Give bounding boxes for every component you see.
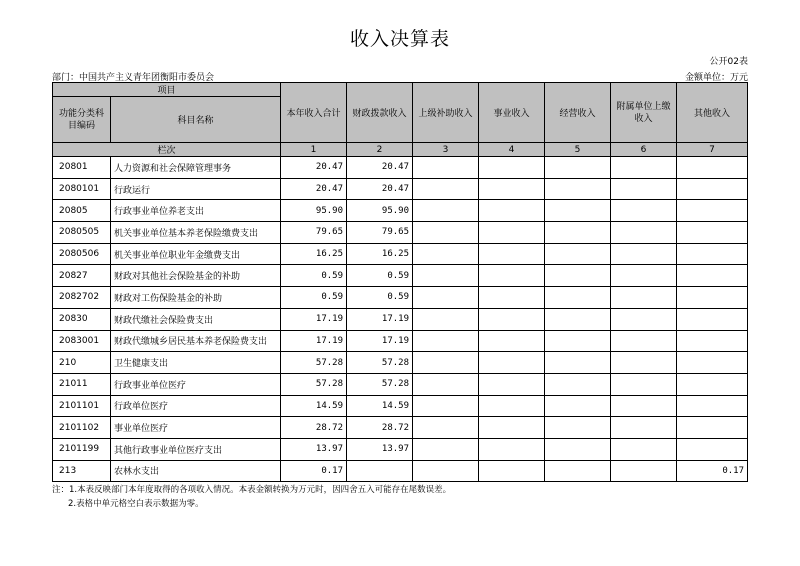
code-header: 功能分类科目编码 — [53, 97, 111, 143]
subject-code: 20805 — [53, 200, 111, 222]
table-row — [53, 157, 748, 179]
amount-cell — [545, 287, 611, 309]
amount-cell — [611, 460, 677, 482]
amount-cell — [479, 373, 545, 395]
amount-cell — [413, 265, 479, 287]
amount-cell — [479, 330, 545, 352]
amount-cell — [677, 222, 748, 244]
amount-cell — [413, 352, 479, 374]
amount-cell — [413, 222, 479, 244]
amount-cell: 16.25 — [281, 243, 347, 265]
subject-code: 20830 — [53, 308, 111, 330]
table-row — [53, 178, 748, 200]
amount-cell: 20.47 — [281, 157, 347, 179]
amount-cell — [611, 417, 677, 439]
amount-cell — [611, 200, 677, 222]
subject-code: 20827 — [53, 265, 111, 287]
table-row — [53, 287, 748, 309]
amount-cell — [611, 287, 677, 309]
amount-cell: 17.19 — [281, 330, 347, 352]
amount-cell — [611, 308, 677, 330]
subject-name: 行政事业单位医疗 — [111, 373, 281, 395]
amount-cell: 79.65 — [347, 222, 413, 244]
subject-code: 210 — [53, 352, 111, 374]
subject-name: 事业单位医疗 — [111, 417, 281, 439]
amount-cell — [677, 308, 748, 330]
amount-cell: 20.47 — [347, 178, 413, 200]
col-header-7: 其他收入 — [677, 83, 748, 143]
amount-cell: 16.25 — [347, 243, 413, 265]
amount-cell — [611, 373, 677, 395]
amount-cell: 13.97 — [347, 438, 413, 460]
amount-cell — [413, 157, 479, 179]
amount-cell — [611, 243, 677, 265]
table-row — [53, 460, 748, 482]
amount-cell — [611, 178, 677, 200]
amount-cell: 95.90 — [281, 200, 347, 222]
amount-cell: 20.47 — [281, 178, 347, 200]
amount-cell — [611, 438, 677, 460]
subject-code: 2080505 — [53, 222, 111, 244]
column-number: 7 — [677, 143, 748, 157]
amount-cell: 57.28 — [347, 373, 413, 395]
amount-cell — [677, 265, 748, 287]
amount-cell — [413, 178, 479, 200]
amount-cell — [611, 330, 677, 352]
amount-cell — [545, 352, 611, 374]
subject-name: 财政代缴社会保险费支出 — [111, 308, 281, 330]
amount-cell — [545, 373, 611, 395]
amount-cell: 79.65 — [281, 222, 347, 244]
table-row — [53, 265, 748, 287]
subject-name: 人力资源和社会保障管理事务 — [111, 157, 281, 179]
table-row — [53, 438, 748, 460]
amount-cell: 0.17 — [281, 460, 347, 482]
department-label: 部门：中国共产主义青年团衡阳市委员会 — [52, 73, 215, 83]
amount-cell — [479, 417, 545, 439]
amount-cell — [677, 395, 748, 417]
amount-cell — [479, 460, 545, 482]
amount-cell — [611, 265, 677, 287]
amount-cell: 0.59 — [347, 265, 413, 287]
subject-code: 21011 — [53, 373, 111, 395]
col-header-1: 本年收入合计 — [281, 83, 347, 143]
col-header-3: 上级补助收入 — [413, 83, 479, 143]
col-header-6: 附属单位上缴收入 — [611, 83, 677, 143]
amount-cell — [545, 438, 611, 460]
amount-cell — [545, 330, 611, 352]
amount-cell: 57.28 — [281, 373, 347, 395]
amount-cell — [611, 395, 677, 417]
column-row-label: 栏次 — [53, 143, 281, 157]
amount-cell — [545, 200, 611, 222]
amount-cell: 17.19 — [347, 330, 413, 352]
name-header: 科目名称 — [111, 97, 281, 143]
amount-cell — [677, 243, 748, 265]
amount-cell: 17.19 — [347, 308, 413, 330]
subject-code: 213 — [53, 460, 111, 482]
amount-cell: 57.28 — [281, 352, 347, 374]
table-row — [53, 417, 748, 439]
amount-cell — [677, 200, 748, 222]
col-header-5: 经营收入 — [545, 83, 611, 143]
amount-cell — [479, 178, 545, 200]
table-row — [53, 395, 748, 417]
subject-code: 2101101 — [53, 395, 111, 417]
amount-cell — [677, 178, 748, 200]
column-number: 6 — [611, 143, 677, 157]
amount-cell: 0.59 — [281, 265, 347, 287]
column-number: 2 — [347, 143, 413, 157]
amount-cell: 20.47 — [347, 157, 413, 179]
amount-cell — [479, 157, 545, 179]
subject-name: 财政对其他社会保险基金的补助 — [111, 265, 281, 287]
subject-code: 2080101 — [53, 178, 111, 200]
amount-cell: 57.28 — [347, 352, 413, 374]
amount-cell — [611, 157, 677, 179]
amount-cell — [545, 222, 611, 244]
amount-cell — [545, 157, 611, 179]
amount-cell — [545, 243, 611, 265]
amount-cell — [347, 460, 413, 482]
subject-name: 行政运行 — [111, 178, 281, 200]
subject-code: 2082702 — [53, 287, 111, 309]
col-header-4: 事业收入 — [479, 83, 545, 143]
amount-cell: 0.59 — [347, 287, 413, 309]
amount-cell — [413, 395, 479, 417]
column-number: 3 — [413, 143, 479, 157]
amount-cell — [677, 352, 748, 374]
subject-name: 行政单位医疗 — [111, 395, 281, 417]
column-number: 5 — [545, 143, 611, 157]
subject-name: 其他行政事业单位医疗支出 — [111, 438, 281, 460]
amount-cell — [413, 460, 479, 482]
col-header-2: 财政拨款收入 — [347, 83, 413, 143]
amount-cell — [545, 460, 611, 482]
amount-cell — [677, 417, 748, 439]
note-1: 注：1.本表反映部门本年度取得的各项收入情况。本表金额转换为万元时，因四舍五入可能存在尾数误差。 — [52, 485, 452, 495]
amount-cell — [413, 308, 479, 330]
amount-cell: 0.17 — [677, 460, 748, 482]
form-number: 公开02表 — [709, 57, 748, 67]
amount-cell — [545, 308, 611, 330]
subject-name: 机关事业单位基本养老保险缴费支出 — [111, 222, 281, 244]
amount-cell — [545, 265, 611, 287]
amount-cell — [413, 287, 479, 309]
amount-cell: 14.59 — [347, 395, 413, 417]
amount-cell: 95.90 — [347, 200, 413, 222]
amount-cell — [677, 373, 748, 395]
amount-cell — [479, 352, 545, 374]
amount-cell — [545, 417, 611, 439]
amount-cell: 13.97 — [281, 438, 347, 460]
project-header: 项目 — [53, 83, 281, 97]
amount-cell — [611, 222, 677, 244]
amount-cell — [545, 395, 611, 417]
table-row — [53, 352, 748, 374]
subject-name: 财政对工伤保险基金的补助 — [111, 287, 281, 309]
table-row — [53, 243, 748, 265]
subject-code: 2101199 — [53, 438, 111, 460]
table-body — [53, 157, 748, 482]
amount-cell — [545, 178, 611, 200]
amount-cell — [611, 352, 677, 374]
amount-cell — [413, 330, 479, 352]
amount-cell — [479, 243, 545, 265]
income-table — [52, 82, 748, 482]
amount-cell — [677, 438, 748, 460]
subject-name: 财政代缴城乡居民基本养老保险费支出 — [111, 330, 281, 352]
amount-cell: 28.72 — [281, 417, 347, 439]
amount-cell — [413, 373, 479, 395]
amount-cell: 28.72 — [347, 417, 413, 439]
amount-cell — [479, 222, 545, 244]
amount-cell — [479, 265, 545, 287]
amount-unit-label: 金额单位：万元 — [684, 73, 748, 83]
amount-cell: 17.19 — [281, 308, 347, 330]
amount-cell — [479, 308, 545, 330]
amount-cell — [413, 438, 479, 460]
table-row — [53, 222, 748, 244]
amount-cell — [677, 330, 748, 352]
amount-cell — [479, 200, 545, 222]
note-2: 2.表格中单元格空白表示数据为零。 — [68, 499, 204, 509]
amount-cell: 0.59 — [281, 287, 347, 309]
subject-code: 20801 — [53, 157, 111, 179]
amount-cell — [413, 200, 479, 222]
subject-name: 卫生健康支出 — [111, 352, 281, 374]
subject-name: 农林水支出 — [111, 460, 281, 482]
amount-cell — [413, 417, 479, 439]
table-row — [53, 308, 748, 330]
subject-name: 行政事业单位养老支出 — [111, 200, 281, 222]
amount-cell — [479, 287, 545, 309]
amount-cell — [677, 157, 748, 179]
subject-code: 2101102 — [53, 417, 111, 439]
amount-cell: 14.59 — [281, 395, 347, 417]
amount-cell — [413, 243, 479, 265]
amount-cell — [479, 438, 545, 460]
page-title: 收入决算表 — [349, 28, 450, 50]
table-row — [53, 330, 748, 352]
amount-cell — [677, 287, 748, 309]
table-row — [53, 200, 748, 222]
amount-cell — [479, 395, 545, 417]
column-number: 4 — [479, 143, 545, 157]
column-number: 1 — [281, 143, 347, 157]
subject-code: 2080506 — [53, 243, 111, 265]
table-row — [53, 373, 748, 395]
subject-name: 机关事业单位职业年金缴费支出 — [111, 243, 281, 265]
subject-code: 2083001 — [53, 330, 111, 352]
